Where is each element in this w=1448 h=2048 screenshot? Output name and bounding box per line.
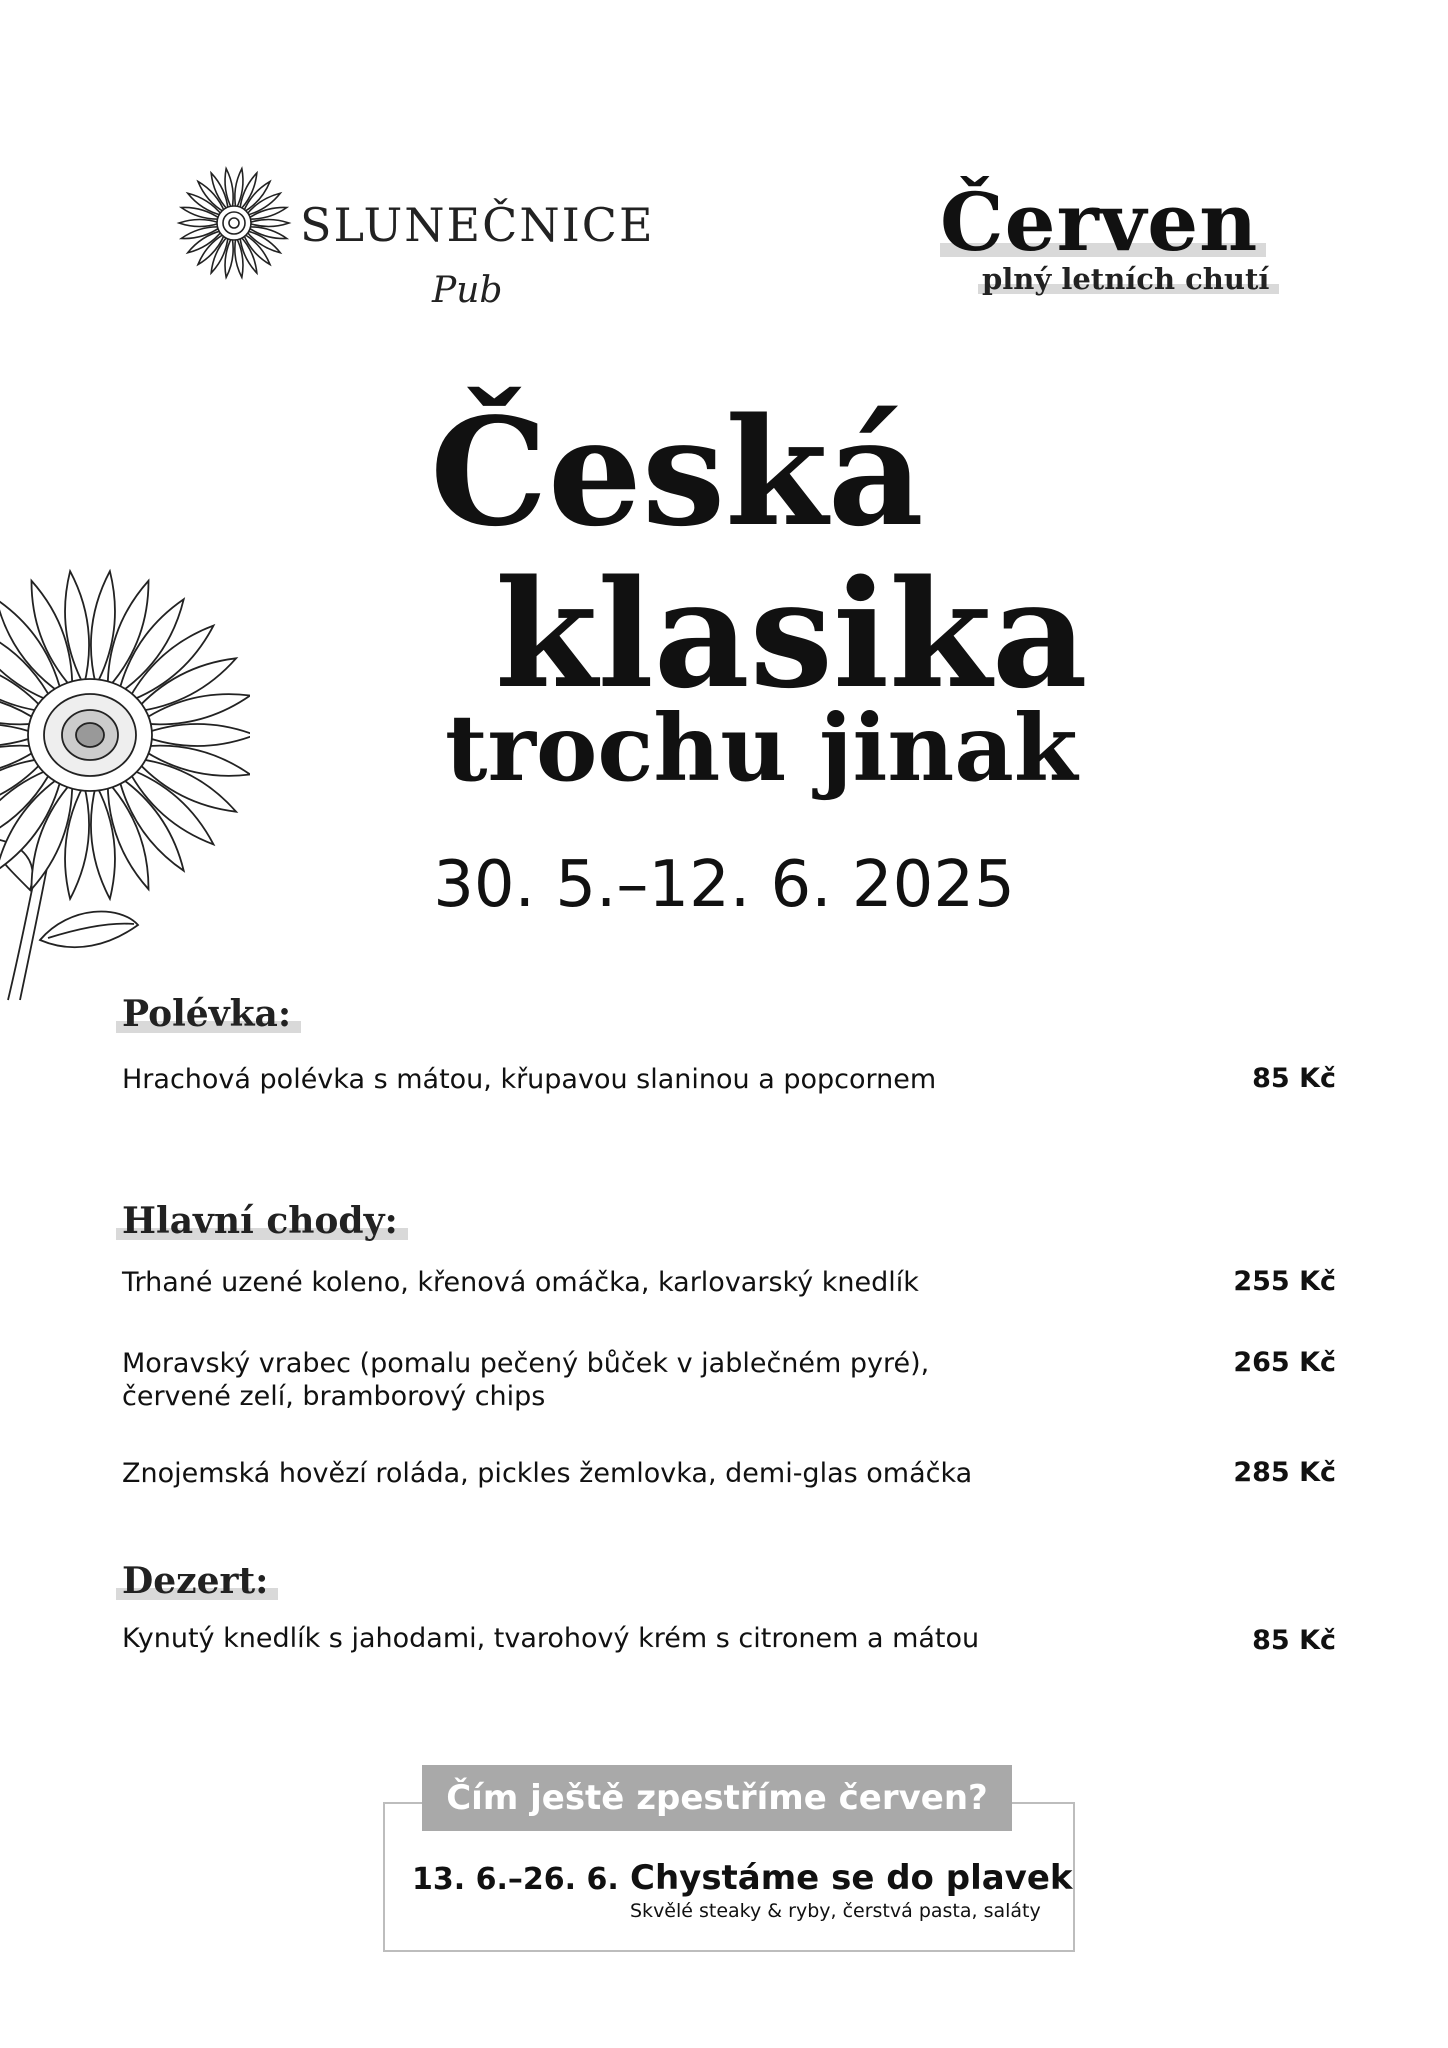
- month-subtitle-text: plný letních chutí: [982, 262, 1270, 296]
- sunflower-illustration-icon: [0, 560, 250, 1010]
- section-heading-soup: [122, 993, 291, 1035]
- menu-item-name-line-2: červené zelí, bramborový chips: [122, 1381, 546, 1412]
- section-heading-dessert: [122, 1560, 268, 1602]
- section-heading-mains-text: Hlavní chody:: [122, 1200, 398, 1242]
- menu-item-name: Znojemská hovězí roláda, pickles žemlovka, demi-glas omáčka: [122, 1458, 973, 1489]
- date-range: 30. 5.–12. 6. 2025: [433, 848, 1015, 922]
- menu-item-price: 285 Kč: [1233, 1457, 1336, 1488]
- menu-item-name: Kynutý knedlík s jahodami, tvarohový krém s citronem a mátou: [122, 1623, 980, 1654]
- promo-heading: Čím ještě zpestříme červen?: [422, 1765, 1012, 1831]
- menu-item-price: 85 Kč: [1252, 1063, 1336, 1094]
- section-heading-mains: [122, 1200, 398, 1242]
- promo-title: Chystáme se do plavek: [630, 1858, 1073, 1898]
- section-heading-dessert-text: Dezert:: [122, 1560, 269, 1602]
- month-subtitle: [982, 262, 1269, 296]
- title-line-1: Česká: [430, 385, 924, 559]
- menu-item-name-line-1: Moravský vrabec (pomalu pečený bůček v jablečném pyré),: [122, 1348, 930, 1379]
- title-line-2: klasika: [495, 547, 1088, 721]
- month-title-text: Červen: [940, 175, 1259, 269]
- menu-item-name: [122, 1347, 1122, 1413]
- menu-item-price: 85 Kč: [1252, 1625, 1336, 1656]
- promo-dates: 13. 6.–26. 6.: [412, 1862, 619, 1897]
- promo-description: Skvělé steaky & ryby, čerstvá pasta, saláty: [630, 1900, 1041, 1922]
- month-title: [940, 175, 1258, 269]
- menu-item-name: Hrachová polévka s mátou, křupavou slaninou a popcornem: [122, 1064, 937, 1095]
- menu-item-price: 255 Kč: [1233, 1266, 1336, 1297]
- menu-item-price: 265 Kč: [1233, 1347, 1336, 1378]
- section-heading-soup-text: Polévka:: [122, 993, 292, 1035]
- logo-name: SLUNEČNICE: [300, 198, 655, 252]
- logo-subtitle: Pub: [432, 270, 503, 311]
- sunflower-logo-icon: [176, 165, 292, 281]
- menu-item-name: Trhané uzené koleno, křenová omáčka, karlovarský knedlík: [122, 1267, 919, 1298]
- title-line-3: trochu jinak: [445, 694, 1078, 802]
